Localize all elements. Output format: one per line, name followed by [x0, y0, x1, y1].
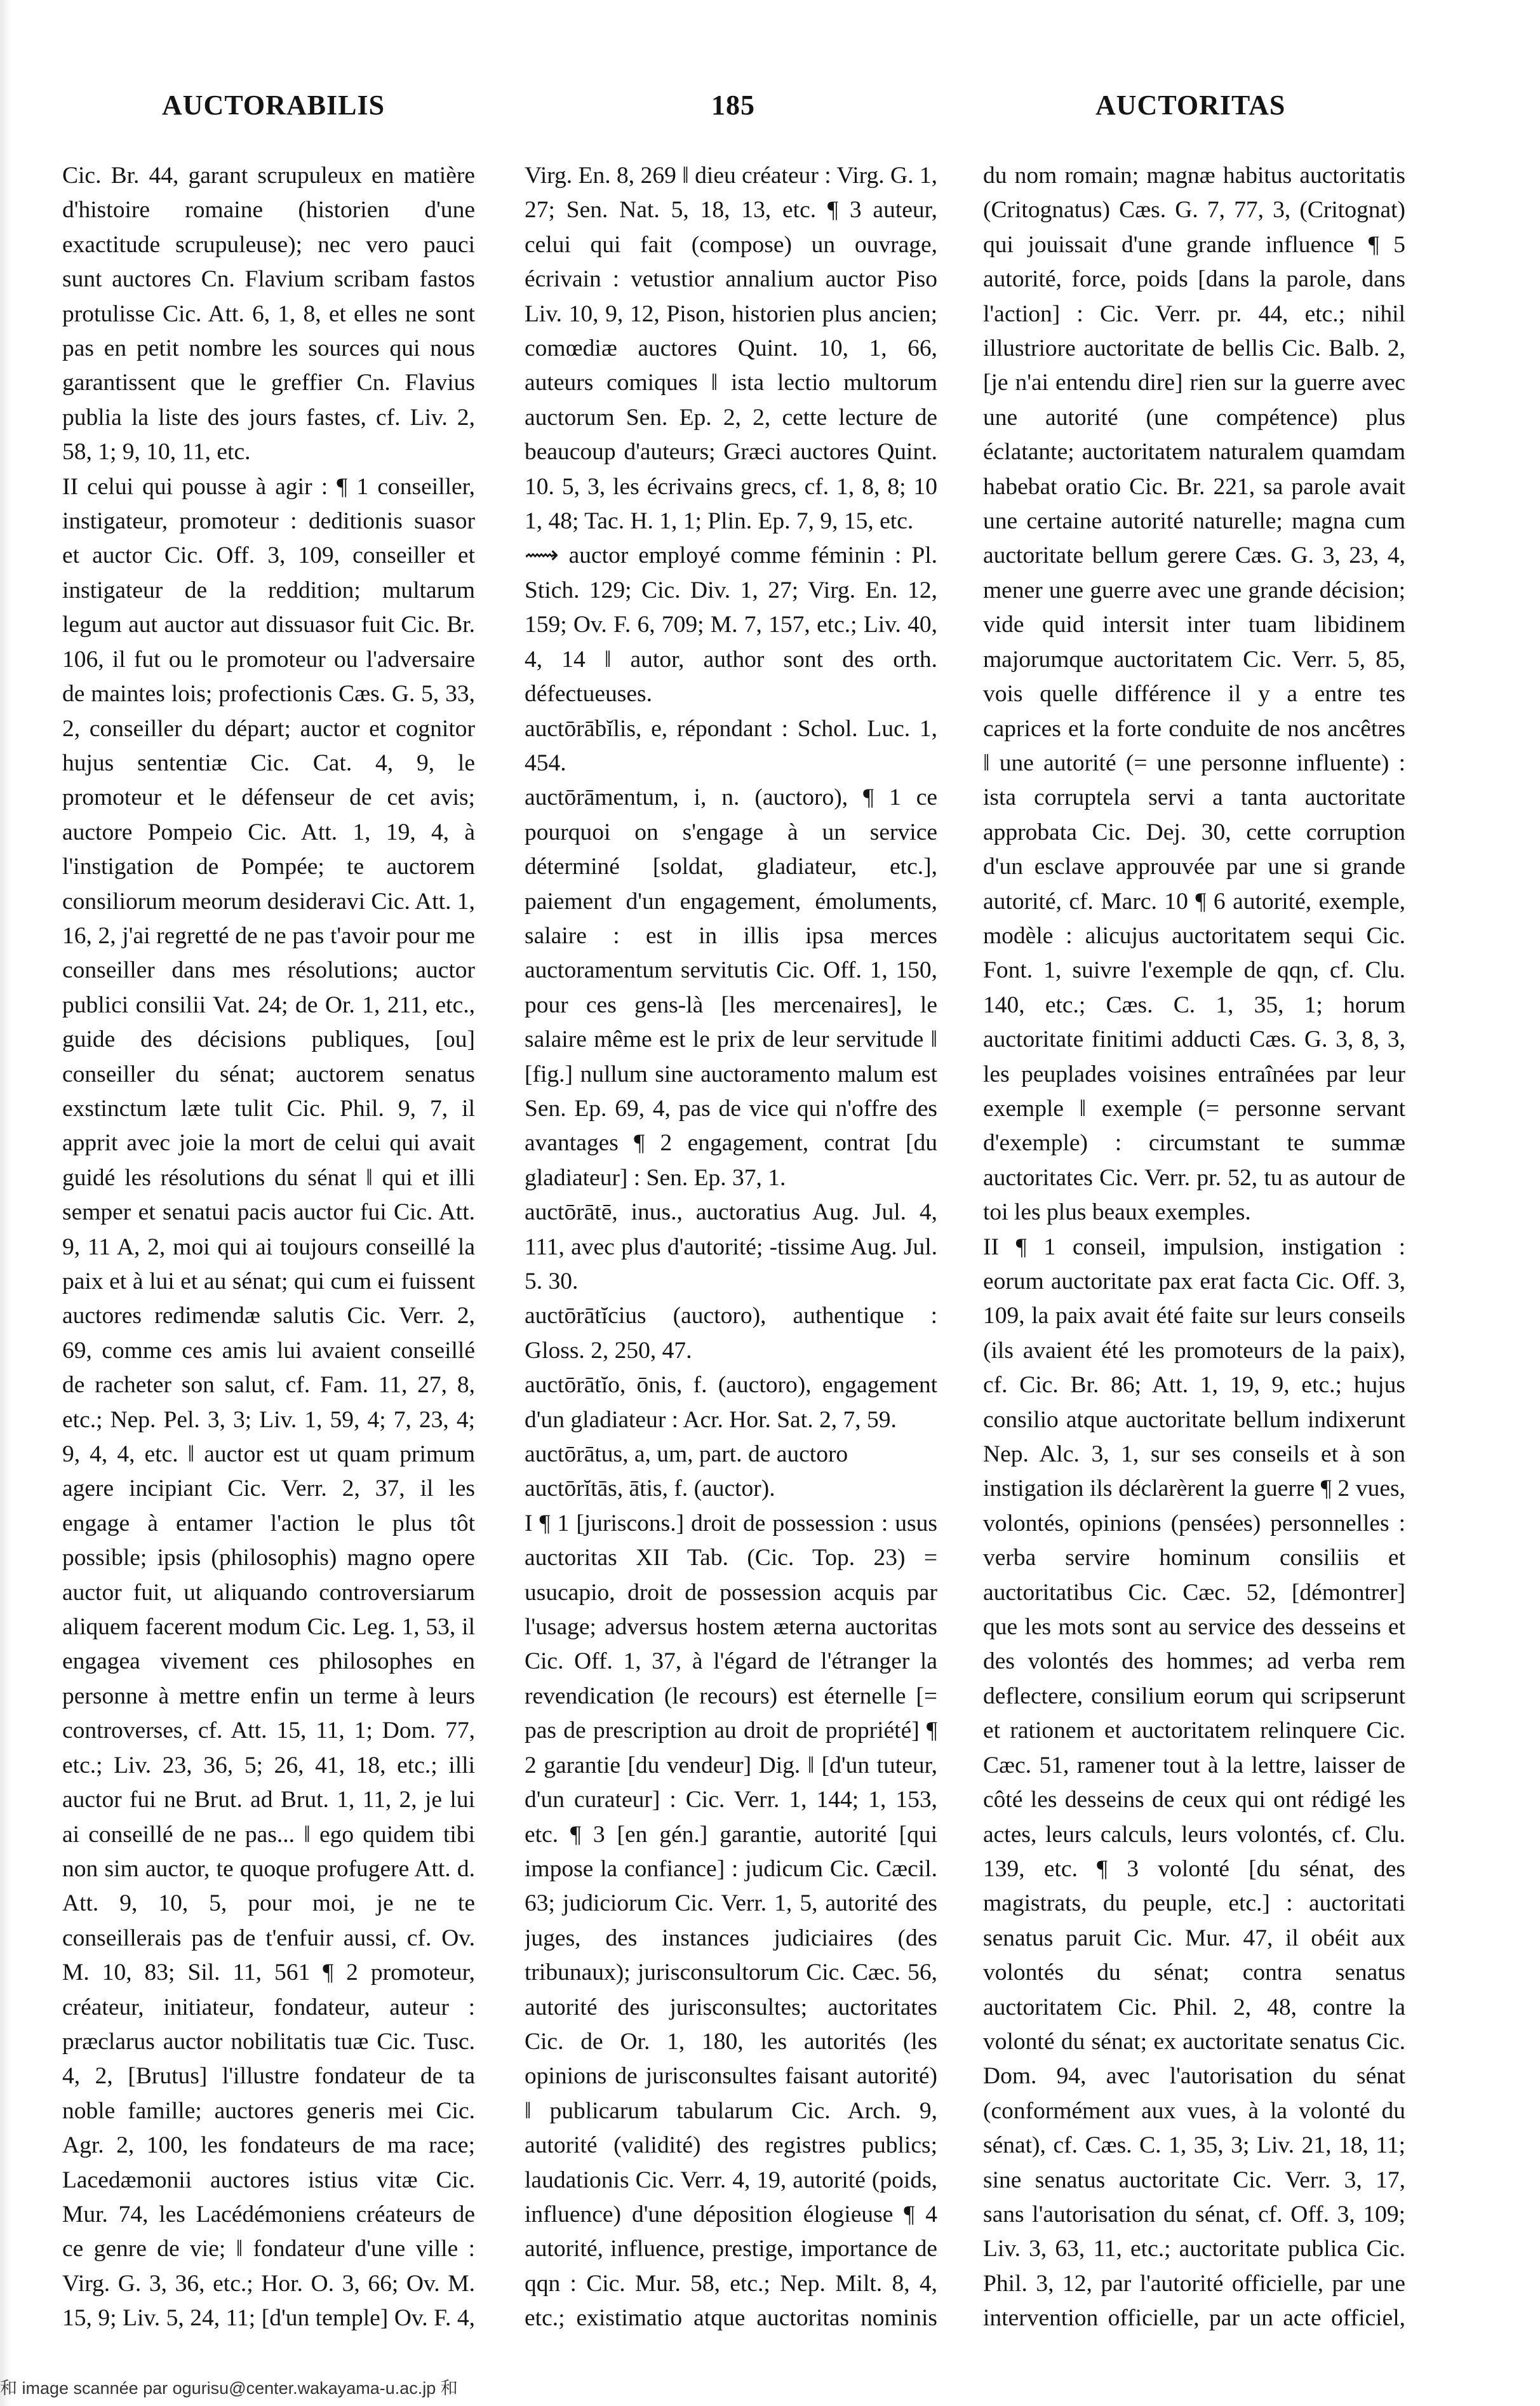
dictionary-column-3 [983, 159, 1405, 2337]
entry-paragraph: auctōrātĭo, ōnis, f. (auctoro), engagement d'un gladiateur : Acr. Hor. Sat. 2, 7, 59. [525, 1372, 937, 1433]
running-head-right: AUCTORITAS [1095, 90, 1286, 121]
dictionary-column-2 [525, 159, 937, 2337]
entry-paragraph: du nom romain; magnæ habitus auctoritatis (Critognatus) Cæs. G. 7, 77, 3, (Critognat) qui jouissait d'une grande influence ¶ 5 autorité, force, poids [dans la parole, dans l'action] : Cic. Verr. pr. 44, etc.; nihil illustriore auctoritate de bellis Cic. Balb. 2, [je n'ai entendu dire] rien sur la guerre avec une autorité (une compétence) plus éclatante; auctoritatem naturalem quamdam habebat oratio Cic. Br. 221, sa parole avait une certaine autorité naturelle; magna cum auctoritate bellum gerere Cæs. G. 3, 23, 4, mener une guerre avec une grande décision; vide quid intersit inter tuam libidinem majorumque auctoritatem Cic. Verr. 5, 85, vois quelle différence il y a entre tes caprices et la forte conduite de nos ancêtres ‖ une autorité (= une personne influente) : ista corruptela servi a tanta auctoritate approbata Cic. Dej. 30, cette corruption d'un esclave approuvée par une si grande autorité, cf. Marc. 10 ¶ 6 autorité, exemple, modèle : alicujus auctoritatem sequi Cic. Font. 1, suivre l'exemple de qqn, cf. Clu. 140, etc.; Cæs. C. 1, 35, 1; horum auctoritate finitimi adducti Cæs. G. 3, 8, 3, les peuplades voisines entraînées par leur exemple ‖ exemple (= personne servant d'exemple) : circumstant te summæ auctoritates Cic. Verr. pr. 52, tu as autour de toi les plus beaux exemples. [983, 163, 1405, 1226]
scan-shadow [0, 0, 11, 2406]
entry-paragraph: Cic. Br. 44, garant scrupuleux en matière d'histoire romaine (historien d'une exactitude scrupuleuse); nec vero pauci sunt auctores Cn. Flavium scribam fastos protulisse Cic. Att. 6, 1, 8, et elles ne sont pas en petit nombre les sources qui nous garantissent que le greffier Cn. Flavius publia la liste des jours fastes, cf. Liv. 2, 58, 1; 9, 10, 11, etc. [62, 163, 475, 466]
entry-paragraph: II ¶ 1 conseil, impulsion, instigation : eorum auctoritate pax erat facta Cic. Off. 3, 109, la paix avait été faite sur leurs conseils (ils avaient été les promoteurs de la paix), cf. Cic. Br. 86; Att. 1, 19, 9, etc.; hujus consilio atque auctoritate bellum indixerunt Nep. Alc. 3, 1, sur ses conseils et à son instigation ils déclarèrent la guerre ¶ 2 vues, volontés, opinions (pensées) personnelles : verba servire hominum consiliis et auctoritatibus Cic. Cæc. 52, [démontrer] que les mots sont au service des desseins et des volontés des hommes; ad verba rem deflectere, consilium eorum qui scripserunt et rationem et auctoritatem relinquere Cic. Cæc. 51, ramener tout à la lettre, laisser de côté les desseins de ceux qui ont rédigé les actes, leurs calculs, leurs volontés, cf. Clu. 139, etc. ¶ 3 volonté [du sénat, des magistrats, du peuple, etc.] : auctoritati senatus paruit Cic. Mur. 47, il obéit aux volontés du sénat; contra senatus auctoritatem Cic. Phil. 2, 48, contre la volonté du sénat; ex auctoritate senatus Cic. Dom. 94, avec l'autorisation du sénat (conformément aux vues, à la volonté du sénat), cf. Cæs. C. 1, 35, 3; Liv. 21, 18, 11; sine senatus auctoritate Cic. Verr. 3, 17, sans l'autorisation du sénat, cf. Off. 3, 109; Liv. 3, 63, 11, etc.; auctoritate publica Cic. Phil. 3, 12, par l'autorité officielle, par une intervention officielle, par un acte officiel, [983, 1233, 1405, 2332]
scan-credit: 和 image scannée par ogurisu@center.wakayama-u.ac.jp 和 [0, 2379, 458, 2398]
entry-paragraph: auctōrāmentum, i, n. (auctoro), ¶ 1 ce pourquoi on s'engage à un service déterminé [soldat, gladiateur, etc.], paiement d'un engagement, émoluments, salaire : est in illis ipsa merces auctoramentum servitutis Cic. Off. 1, 150, pour ces gens-là [les mercenaires], le salaire même est le prix de leur servitude ‖ [fig.] nullum sine auctoramento malum est Sen. Ep. 69, 4, pas de vice qui n'offre des avantages ¶ 2 engagement, contrat [du gladiateur] : Sen. Ep. 37, 1. [525, 784, 937, 1191]
entry-paragraph: Virg. En. 8, 269 ‖ dieu créateur : Virg. G. 1, 27; Sen. Nat. 5, 18, 13, etc. ¶ 3 auteur, celui qui fait (compose) un ouvrage, écrivain : vetustior annalium auctor Piso Liv. 10, 9, 12, Pison, historien plus ancien; comœdiæ auctores Quint. 10, 1, 66, auteurs comiques ‖ ista lectio multorum auctorum Sen. Ep. 2, 2, cette lecture de beaucoup d'auteurs; Græci auctores Quint. 10. 5, 3, les écrivains grecs, cf. 1, 8, 8; 10 1, 48; Tac. H. 1, 1; Plin. Ep. 7, 9, 15, etc. [525, 163, 937, 535]
entry-paragraph: I ¶ 1 [juriscons.] droit de possession : usus auctoritas XII Tab. (Cic. Top. 23) = usucapio, droit de possession acquis par l'usage; adversus hostem æterna auctoritas Cic. Off. 1, 37, à l'égard de l'étranger la revendication (le recours) est éternelle [= pas de prescription au droit de propriété] ¶ 2 garantie [du vendeur] Dig. ‖ [d'un tuteur, d'un curateur] : Cic. Verr. 1, 144; 1, 153, etc. ¶ 3 [en gén.] garantie, autorité [qui impose la confiance] : judicum Cic. Cæcil. 63; judiciorum Cic. Verr. 1, 5, autorité des juges, des instances judiciaires (des tribunaux); jurisconsultorum Cic. Cæc. 56, autorité des jurisconsultes; auctoritates Cic. de Or. 1, 180, les autorités (les opinions de jurisconsultes faisant autorité) ‖ publicarum tabularum Cic. Arch. 9, autorité (validité) des registres publics; laudationis Cic. Verr. 4, 19, autorité (poids, influence) d'une déposition élogieuse ¶ 4 autorité, influence, prestige, importance de qqn : Cic. Mur. 58, etc.; Nep. Milt. 8, 4, etc.; existimatio atque auctoritas nominis [525, 1510, 937, 2332]
page-number: 185 [711, 90, 755, 121]
entry-paragraph: ⟿ auctor employé comme féminin : Pl. Stich. 129; Cic. Div. 1, 27; Virg. En. 12, 159; Ov. F. 6, 709; M. 7, 157, etc.; Liv. 40, 4, 14 ‖ autor, author sont des orth. défectueuses. [525, 542, 937, 708]
entry-paragraph: auctōrābĭlis, e, répondant : Schol. Luc. 1, 454. [525, 715, 937, 776]
entry-paragraph: auctōrātē, inus., auctoratius Aug. Jul. 4, 111, avec plus d'autorité; -tissime Aug. Jul. 5. 30. [525, 1199, 937, 1294]
entry-paragraph: auctōrĭtās, ātis, f. (auctor). [525, 1475, 775, 1502]
running-head-left: AUCTORABILIS [162, 90, 385, 121]
dictionary-column-1 [62, 159, 475, 2337]
entry-paragraph: auctōrātĭcius (auctoro), authentique : Gloss. 2, 250, 47. [525, 1303, 937, 1364]
entry-paragraph: auctōrātus, a, um, part. de auctoro [525, 1441, 848, 1468]
entry-paragraph: II celui qui pousse à agir : ¶ 1 conseiller, instigateur, promoteur : deditionis suasor et auctor Cic. Off. 3, 109, conseiller et instigateur de la reddition; multarum legum aut auctor aut dissuasor fuit Cic. Br. 106, il fut ou le promoteur ou l'adversaire de maintes lois; profectionis Cæs. G. 5, 33, 2, conseiller du départ; auctor et cognitor hujus sententiæ Cic. Cat. 4, 9, le promoteur et le défenseur de cet avis; auctore Pompeio Cic. Att. 1, 19, 4, à l'instigation de Pompée; te auctorem consiliorum meorum desideravi Cic. Att. 1, 16, 2, j'ai regretté de ne pas t'avoir pour me conseiller dans mes résolutions; auctor publici consilii Vat. 24; de Or. 1, 211, etc., guide des décisions publiques, [ou] conseiller du sénat; auctorem senatus exstinctum læte tulit Cic. Phil. 9, 7, il apprit avec joie la mort de celui qui avait guidé les résolutions du sénat ‖ qui et illi semper et senatui pacis auctor fui Cic. Att. 9, 11 A, 2, moi qui ai toujours conseillé la paix et à lui et au sénat; qui cum ei fuissent auctores redimendæ salutis Cic. Verr. 2, 69, comme ces amis lui avaient conseillé de racheter son salut, cf. Fam. 11, 27, 8, etc.; Nep. Pel. 3, 3; Liv. 1, 59, 4; 7, 23, 4; 9, 4, 4, etc. ‖ auctor est ut quam primum agere incipiant Cic. Verr. 2, 37, il les engage à entamer l'action le plus tôt possible; ipsis (philosophis) magno opere auctor fuit, ut aliquando controversiarum aliquem facerent modum Cic. Leg. 1, 53, il engagea vivement ces philosophes en personne à mettre enfin un terme à leurs controverses, cf. Att. 15, 11, 1; Dom. 77, etc.; Liv. 23, 36, 5; 26, 41, 18, etc.; illi auctor fui ne Brut. ad Brut. 1, 11, 2, je lui ai conseillé de ne pas... ‖ ego quidem tibi non sim auctor, te quoque profugere Att. d. Att. 9, 10, 5, pour moi, je ne te conseillerais pas de t'enfuir aussi, cf. Ov. M. 10, 83; Sil. 11, 561 ¶ 2 promoteur, créateur, initiateur, fondateur, auteur : præclarus auctor nobilitatis tuæ Cic. Tusc. 4, 2, [Brutus] l'illustre fondateur de ta noble famille; auctores generis mei Cic. Agr. 2, 100, les fondateurs de ma race; Lacedæmonii auctores istius vitæ Cic. Mur. 74, les Lacédémoniens créateurs de ce genre de vie; ‖ fondateur d'une ville : Virg. G. 3, 36, etc.; Hor. O. 3, 66; Ov. M. 15, 9; Liv. 5, 24, 11; [d'un temple] Ov. F. 4, [62, 473, 475, 2332]
